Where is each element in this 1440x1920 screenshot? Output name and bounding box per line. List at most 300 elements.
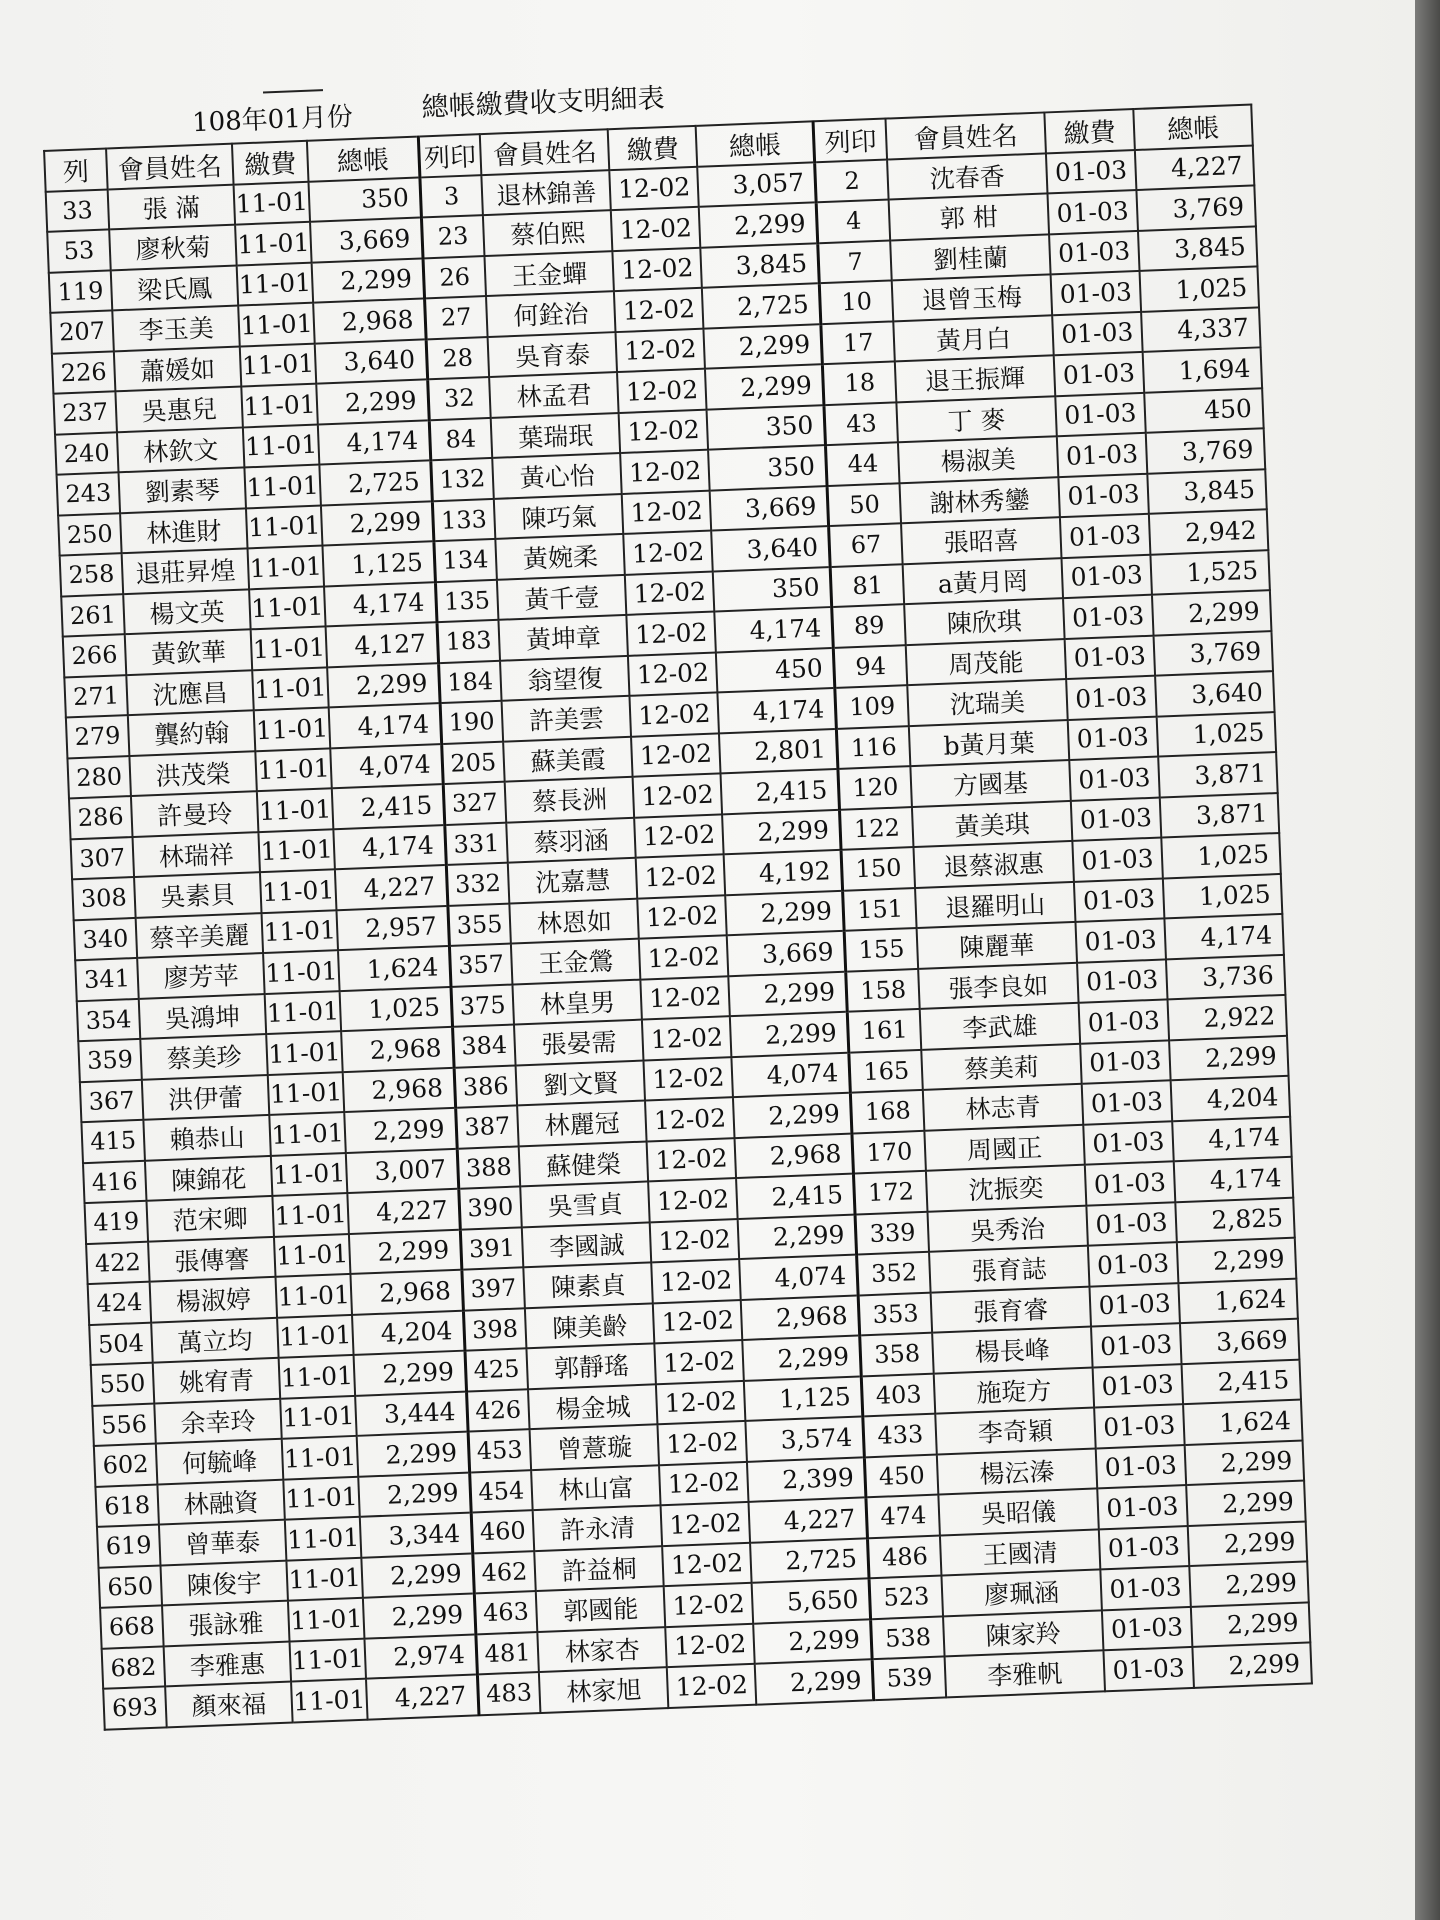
name-cell: 林家杏 [537, 1627, 667, 1672]
seq-cell: 650 [99, 1565, 163, 1608]
fee-cell: 11-01 [276, 1274, 352, 1317]
fee-cell: 11-01 [246, 505, 322, 548]
name-cell: 郭國能 [536, 1586, 666, 1631]
name-cell: 何毓峰 [156, 1439, 284, 1484]
fee-cell: 12-02 [625, 571, 714, 615]
fee-cell: 12-02 [636, 854, 725, 898]
total-cell: 3,845 [700, 243, 819, 288]
name-cell: 吳惠兒 [115, 387, 243, 432]
fee-cell: 11-01 [248, 546, 324, 589]
seq-cell: 44 [826, 442, 900, 485]
seq-cell: 205 [441, 741, 505, 784]
fee-cell: 01-03 [1059, 514, 1150, 558]
total-cell: 2,299 [725, 890, 844, 935]
seq-cell: 3 [420, 175, 484, 218]
seq-cell: 483 [477, 1672, 541, 1715]
total-cell: 2,299 [358, 1472, 471, 1517]
seq-cell: 391 [460, 1227, 524, 1270]
name-cell: 沈春香 [887, 153, 1047, 200]
seq-cell: 398 [463, 1308, 527, 1351]
seq-cell: 358 [860, 1333, 934, 1376]
fee-cell: 12-02 [611, 207, 700, 251]
name-cell: 黃婉柔 [495, 534, 625, 579]
seq-cell: 23 [421, 215, 485, 258]
seq-cell: 84 [429, 417, 493, 460]
total-cell: 3,871 [1160, 793, 1279, 838]
fee-cell: 11-01 [245, 465, 321, 508]
name-cell: 陳錦花 [145, 1155, 273, 1200]
total-cell: 2,801 [719, 728, 838, 773]
total-cell: 2,299 [1188, 1521, 1307, 1566]
total-cell: 2,299 [1187, 1481, 1306, 1526]
seq-cell: 419 [85, 1201, 149, 1244]
total-cell: 2,299 [1191, 1602, 1310, 1647]
fee-cell: 12-02 [663, 1542, 752, 1586]
name-cell: 黃欽華 [125, 629, 253, 674]
fee-cell: 01-03 [1073, 878, 1164, 922]
fee-cell: 12-02 [650, 1219, 739, 1263]
total-cell: 2,299 [357, 1432, 470, 1477]
fee-cell: 01-03 [1092, 1364, 1183, 1408]
fee-cell: 12-02 [659, 1461, 748, 1505]
name-cell: 林進財 [120, 508, 248, 553]
name-cell: 李雅惠 [164, 1641, 292, 1686]
seq-cell: 250 [58, 513, 122, 556]
name-cell: 吳秀治 [928, 1205, 1088, 1252]
fee-cell: 01-03 [1066, 676, 1157, 720]
fee-cell: 11-01 [280, 1395, 356, 1438]
name-cell: 王國清 [940, 1529, 1100, 1576]
name-cell: a黃月罔 [903, 558, 1063, 605]
name-cell: 楊淑美 [898, 436, 1058, 483]
name-cell: 退王振輝 [895, 355, 1055, 402]
total-cell: 2,725 [702, 283, 821, 328]
fee-cell: 12-02 [635, 814, 724, 858]
name-cell: 退蔡淑惠 [914, 841, 1074, 888]
total-cell: 1,025 [1157, 712, 1276, 757]
total-cell: 4,127 [326, 622, 439, 667]
total-cell: 350 [713, 567, 832, 612]
seq-cell: 308 [72, 877, 136, 920]
seq-cell: 375 [451, 984, 515, 1027]
total-cell: 2,942 [1149, 509, 1268, 554]
name-cell: 林欽文 [117, 427, 245, 472]
fee-cell: 01-03 [1078, 999, 1169, 1043]
name-cell: 李奇穎 [936, 1408, 1096, 1455]
fee-cell: 12-02 [617, 369, 706, 413]
total-cell: 2,299 [1190, 1561, 1309, 1606]
name-cell: 許美雲 [502, 696, 632, 741]
seq-cell: 359 [78, 1039, 142, 1082]
total-cell: 2,399 [747, 1457, 866, 1502]
fee-cell: 12-02 [614, 288, 703, 332]
name-cell: 何銓治 [486, 291, 616, 336]
seq-cell: 425 [465, 1348, 529, 1391]
total-cell: 2,974 [364, 1634, 477, 1679]
name-cell: 陳家羚 [943, 1610, 1103, 1657]
seq-cell: 116 [837, 726, 911, 769]
fee-cell: 11-01 [252, 667, 328, 710]
seq-cell: 4 [816, 200, 890, 243]
total-cell: 3,640 [1155, 671, 1274, 716]
total-cell: 4,227 [347, 1189, 460, 1234]
name-cell: 萬立均 [151, 1317, 279, 1362]
total-cell: 3,769 [1137, 185, 1256, 230]
header-name: 會員姓名 [480, 129, 610, 174]
name-cell: 吳鴻坤 [139, 994, 267, 1039]
total-cell: 1,624 [338, 946, 451, 991]
fee-cell: 12-02 [639, 935, 728, 979]
name-cell: 陳欣琪 [904, 598, 1064, 645]
fee-cell: 12-02 [649, 1178, 738, 1222]
seq-cell: 27 [424, 296, 488, 339]
total-cell: 5,650 [752, 1578, 871, 1623]
seq-cell: 353 [858, 1292, 932, 1335]
seq-cell: 50 [827, 483, 901, 526]
fee-cell: 12-02 [642, 1016, 731, 1060]
name-cell: 張 滿 [108, 184, 236, 229]
name-cell: 蔡伯熙 [483, 210, 613, 255]
seq-cell: 161 [847, 1009, 921, 1052]
seq-cell: 2 [815, 159, 889, 202]
name-cell: 李國誠 [522, 1222, 652, 1267]
seq-cell: 415 [81, 1120, 145, 1163]
fee-cell: 01-03 [1089, 1283, 1180, 1327]
total-cell: 4,204 [1171, 1076, 1290, 1121]
seq-cell: 388 [457, 1146, 521, 1189]
total-cell: 4,227 [749, 1497, 868, 1542]
fee-cell: 01-03 [1070, 797, 1161, 841]
seq-cell: 602 [94, 1444, 158, 1487]
total-cell: 2,299 [699, 202, 818, 247]
seq-cell: 165 [849, 1049, 923, 1092]
total-cell: 350 [708, 445, 827, 490]
seq-cell: 190 [440, 701, 504, 744]
fee-cell: 11-01 [243, 424, 319, 467]
fee-cell: 12-02 [641, 976, 730, 1020]
fee-cell: 11-01 [257, 788, 333, 831]
fee-cell: 11-01 [249, 586, 325, 629]
seq-cell: 109 [835, 685, 909, 728]
name-cell: 蔡美莉 [922, 1043, 1082, 1090]
fee-cell: 01-03 [1097, 1485, 1188, 1529]
seq-cell: 450 [865, 1454, 939, 1497]
total-cell: 1,125 [322, 541, 435, 586]
fee-cell: 11-01 [282, 1436, 358, 1479]
fee-cell: 12-02 [658, 1421, 747, 1465]
total-cell: 2,299 [363, 1593, 476, 1638]
total-cell: 2,957 [336, 905, 449, 950]
seq-cell: 150 [841, 847, 915, 890]
total-cell: 2,299 [730, 1012, 849, 1057]
seq-cell: 226 [52, 351, 116, 394]
seq-cell: 556 [92, 1403, 156, 1446]
total-cell: 2,299 [728, 971, 847, 1016]
seq-cell: 355 [448, 903, 512, 946]
total-cell: 3,344 [360, 1513, 473, 1558]
fee-cell: 12-02 [613, 247, 702, 291]
seq-cell: 539 [872, 1656, 946, 1699]
total-cell: 3,669 [310, 217, 423, 262]
total-cell: 4,227 [1135, 145, 1254, 190]
seq-cell: 134 [434, 539, 498, 582]
name-cell: 丁 麥 [897, 396, 1057, 443]
total-cell: 4,074 [330, 744, 443, 789]
seq-cell: 89 [832, 604, 906, 647]
total-cell: 4,174 [717, 688, 836, 733]
fee-cell: 12-02 [616, 328, 705, 372]
seq-cell: 184 [438, 660, 502, 703]
fee-cell: 11-01 [274, 1234, 350, 1277]
name-cell: 許益桐 [534, 1546, 664, 1591]
name-cell: 梁氏鳳 [111, 265, 239, 310]
seq-cell: 271 [64, 675, 128, 718]
fee-cell: 01-03 [1064, 635, 1155, 679]
total-cell: 2,299 [733, 1093, 852, 1138]
total-cell: 2,968 [350, 1270, 463, 1315]
seq-cell: 367 [80, 1079, 144, 1122]
fee-cell: 11-01 [254, 707, 330, 750]
seq-cell: 619 [97, 1525, 161, 1568]
seq-cell: 386 [454, 1065, 518, 1108]
seq-cell: 462 [472, 1551, 536, 1594]
seq-cell: 133 [432, 498, 496, 541]
header-name: 會員姓名 [886, 112, 1046, 159]
total-cell: 4,074 [731, 1052, 850, 1097]
fee-cell: 01-03 [1058, 473, 1149, 517]
total-cell: 3,640 [315, 339, 428, 384]
seq-cell: 7 [818, 240, 892, 283]
total-cell: 2,299 [321, 501, 434, 546]
seq-cell: 453 [468, 1429, 532, 1472]
seq-cell: 481 [475, 1632, 539, 1675]
month-label: 108年01月份 [191, 102, 354, 139]
seq-cell: 33 [46, 189, 110, 232]
seq-cell: 53 [47, 229, 111, 272]
name-cell: 范宋卿 [146, 1196, 274, 1241]
seq-cell: 28 [426, 337, 490, 380]
fee-cell: 11-01 [260, 869, 336, 912]
total-cell: 4,174 [1174, 1157, 1293, 1202]
total-cell: 2,968 [313, 298, 426, 343]
total-cell: 2,299 [327, 663, 440, 708]
seq-cell: 460 [471, 1510, 535, 1553]
fee-cell: 11-01 [291, 1679, 367, 1722]
seq-cell: 339 [855, 1211, 929, 1254]
seq-cell: 279 [66, 715, 130, 758]
header-seq: 列印 [418, 134, 482, 177]
fee-cell: 01-03 [1063, 595, 1154, 639]
name-cell: 許曼玲 [131, 791, 259, 836]
fee-cell: 11-01 [266, 1031, 342, 1074]
name-cell: 顏來福 [165, 1682, 293, 1727]
fee-cell: 11-01 [237, 262, 313, 305]
seq-cell: 327 [443, 782, 507, 825]
name-cell: 蔡長洲 [505, 777, 635, 822]
total-cell: 3,669 [727, 931, 846, 976]
fee-cell: 01-03 [1069, 757, 1160, 801]
name-cell: 劉文賢 [516, 1060, 646, 1105]
name-cell: 張李良如 [918, 962, 1078, 1009]
name-cell: 施琁方 [934, 1367, 1094, 1414]
seq-cell: 120 [838, 766, 912, 809]
seq-cell: 332 [446, 863, 510, 906]
fee-cell: 11-01 [268, 1072, 344, 1115]
name-cell: 退莊昇煌 [122, 548, 250, 593]
fee-cell: 01-03 [1077, 959, 1168, 1003]
ledger-document [40, 23, 1333, 1730]
header-total: 總帳 [1134, 105, 1253, 150]
fee-cell: 11-01 [265, 991, 341, 1034]
header-name: 會員姓名 [106, 144, 234, 189]
name-cell: 黃月白 [894, 315, 1054, 362]
name-cell: 蔡羽涵 [506, 817, 636, 862]
name-cell: 沈嘉慧 [508, 858, 638, 903]
name-cell: 郭 柑 [889, 193, 1049, 240]
seq-cell: 463 [474, 1591, 538, 1634]
seq-cell: 352 [857, 1252, 931, 1295]
name-cell: 張傳謇 [148, 1236, 276, 1281]
total-cell: 3,845 [1148, 469, 1267, 514]
seq-cell: 170 [852, 1130, 926, 1173]
total-cell: 3,769 [1154, 631, 1273, 676]
name-cell: 陳素貞 [523, 1262, 653, 1307]
seq-cell: 486 [868, 1535, 942, 1578]
seq-cell: 426 [466, 1389, 530, 1432]
total-cell: 4,174 [333, 825, 446, 870]
seq-cell: 122 [840, 807, 914, 850]
name-cell: 楊淑婷 [150, 1277, 278, 1322]
name-cell: 楊金城 [528, 1384, 658, 1429]
total-cell: 3,574 [745, 1416, 864, 1461]
fee-cell: 01-03 [1091, 1323, 1182, 1367]
fee-cell: 12-02 [610, 166, 699, 210]
seq-cell: 523 [869, 1575, 943, 1618]
name-cell: 蘇健榮 [519, 1141, 649, 1186]
total-cell: 2,299 [705, 364, 824, 409]
seq-cell: 94 [833, 645, 907, 688]
fee-cell: 01-03 [1045, 150, 1136, 194]
total-cell: 2,968 [343, 1067, 456, 1112]
name-cell: 李雅帆 [945, 1650, 1105, 1697]
fee-cell: 11-01 [241, 384, 317, 427]
seq-cell: 26 [423, 256, 487, 299]
fee-cell: 01-03 [1083, 1121, 1174, 1165]
header-total: 總帳 [696, 121, 815, 166]
header-seq: 列 [44, 149, 108, 192]
fee-cell: 11-01 [285, 1517, 361, 1560]
fee-cell: 11-01 [269, 1112, 345, 1155]
total-cell: 2,415 [736, 1174, 855, 1219]
total-cell: 1,025 [340, 986, 453, 1031]
name-cell: 張育誌 [929, 1246, 1089, 1293]
background-edge [1415, 0, 1440, 1920]
fee-cell: 11-01 [277, 1314, 353, 1357]
seq-cell: 172 [854, 1171, 928, 1214]
total-cell: 1,624 [1183, 1400, 1302, 1445]
total-cell: 4,074 [739, 1255, 858, 1300]
name-cell: 退林錦善 [481, 170, 611, 215]
name-cell: 吳昭儀 [939, 1488, 1099, 1535]
seq-cell: 43 [824, 402, 898, 445]
seq-cell: 384 [452, 1025, 516, 1068]
seq-cell: 618 [95, 1484, 159, 1527]
name-cell: 劉桂蘭 [890, 234, 1050, 281]
seq-cell: 18 [823, 361, 897, 404]
name-cell: 陳麗華 [917, 922, 1077, 969]
name-cell: 林融資 [157, 1479, 285, 1524]
fee-cell: 12-02 [655, 1340, 744, 1384]
seq-cell: 151 [843, 887, 917, 930]
name-cell: 龔約翰 [128, 710, 256, 755]
name-cell: 許永清 [533, 1505, 663, 1550]
total-cell: 1,125 [744, 1376, 863, 1421]
total-cell: 2,299 [312, 258, 425, 303]
seq-cell: 682 [102, 1646, 166, 1689]
total-cell: 2,299 [1193, 1642, 1312, 1687]
fee-cell: 11-01 [287, 1557, 363, 1600]
total-cell: 3,057 [697, 162, 816, 207]
name-cell: 黃千壹 [497, 574, 627, 619]
name-cell: b黃月葉 [909, 720, 1069, 767]
name-cell: 王金蟬 [485, 251, 615, 296]
fee-cell: 12-02 [630, 692, 719, 736]
seq-cell: 183 [437, 620, 501, 663]
total-cell: 3,444 [355, 1391, 468, 1436]
seq-cell: 668 [100, 1605, 164, 1648]
seq-cell: 424 [88, 1282, 152, 1325]
fee-cell: 01-03 [1050, 271, 1141, 315]
fee-cell: 12-02 [645, 1097, 734, 1141]
name-cell: 廖秋菊 [109, 225, 237, 270]
name-cell: 葉瑞珉 [491, 413, 621, 458]
name-cell: 楊沄溱 [937, 1448, 1097, 1495]
fee-cell: 01-03 [1100, 1566, 1191, 1610]
ledger-body [46, 145, 1312, 1729]
total-cell: 450 [716, 647, 835, 692]
fee-cell: 11-01 [262, 910, 338, 953]
fee-cell: 01-03 [1067, 716, 1158, 760]
name-cell: 陳俊宇 [160, 1560, 288, 1605]
name-cell: 黃心怡 [492, 453, 622, 498]
total-cell: 4,174 [318, 420, 431, 465]
fee-cell: 01-03 [1101, 1606, 1192, 1650]
fee-cell: 12-02 [619, 409, 708, 453]
name-cell: 林家旭 [539, 1667, 669, 1712]
seq-cell: 240 [55, 432, 119, 475]
fee-cell: 01-03 [1052, 311, 1143, 355]
name-cell: 吳育泰 [488, 332, 618, 377]
seq-cell: 387 [455, 1105, 519, 1148]
name-cell: 吳素貝 [134, 872, 262, 917]
total-cell: 1,025 [1140, 266, 1259, 311]
total-cell: 2,415 [1182, 1359, 1301, 1404]
total-cell: 1,025 [1163, 873, 1282, 918]
total-cell: 3,871 [1159, 752, 1278, 797]
total-cell: 450 [1145, 388, 1264, 433]
name-cell: 林瑞祥 [132, 832, 260, 877]
total-cell: 4,204 [352, 1310, 465, 1355]
total-cell: 2,299 [742, 1335, 861, 1380]
total-cell: 4,174 [329, 703, 442, 748]
total-cell: 2,299 [755, 1659, 874, 1704]
seq-cell: 67 [829, 523, 903, 566]
fee-cell: 01-03 [1094, 1404, 1185, 1448]
total-cell: 1,694 [1143, 347, 1262, 392]
total-cell: 3,007 [346, 1148, 459, 1193]
total-cell: 2,299 [349, 1229, 462, 1274]
total-cell: 2,299 [361, 1553, 474, 1598]
